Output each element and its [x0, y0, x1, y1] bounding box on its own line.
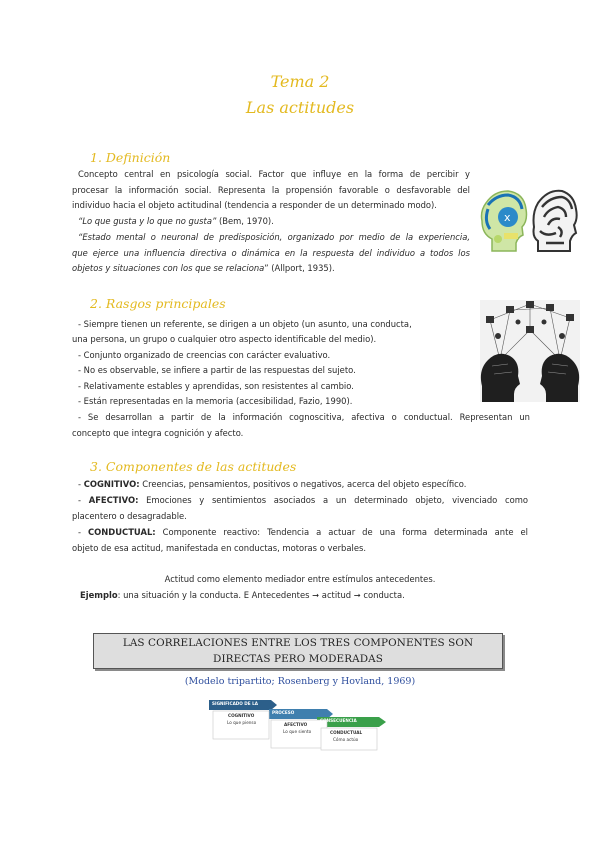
banner-line: LAS CORRELACIONES ENTRE LOS TRES COMPONENTES SON	[122, 637, 474, 649]
quote-text: objetos y situaciones con los que se relaciona	[72, 263, 265, 274]
component-label: AFECTIVO:	[88, 495, 139, 505]
example-label: Ejemplo	[80, 590, 118, 600]
list-item: - Están representadas en la memoria (accesibilidad, Fazio, 1990).	[78, 396, 353, 406]
network-heads-image	[480, 300, 580, 402]
diagram-box-title: CONDUCTUAL	[330, 730, 363, 735]
page-title: Tema 2	[270, 72, 330, 91]
diagram-header: CONSECUENCIA	[320, 718, 357, 723]
section-heading-definicion: 1. Definición	[90, 150, 171, 165]
text-line: individuo hacia el objeto actitudinal (tendencia a responder de un determinado modo).	[72, 200, 437, 211]
component-conductual: - CONDUCTUAL: Componente reactivo: Tendencia a actuar de una forma determinada ante el objeto de esa actitud, manifestada en conductas, motoras o verbales.	[72, 525, 528, 556]
quote-text: “Estado mental o neuronal de predisposición, organizado por medio de la experiencia,	[78, 232, 470, 242]
example-body: : una situación y la conducta. E Antecedentes ➞ actitud ➞ conducta.	[117, 590, 405, 600]
quote-ref: (Bem, 1970).	[216, 216, 274, 226]
quote-bem	[78, 214, 274, 230]
list-item: - No es observable, se infiere a partir de las respuestas del sujeto.	[78, 365, 356, 375]
list-item: - Siempre tienen un referente, se dirigen a un objeto (un asunto, una conducta,	[78, 319, 412, 329]
text-line: concepto que integra cognición y afecto.	[72, 427, 244, 438]
list-item: - Relativamente estables y aprendidas, son resistentes al cambio.	[78, 381, 354, 391]
list-item: una persona, un grupo o cualquier otro aspecto identificable del medio).	[72, 334, 377, 344]
diagram-header: PROCESO	[272, 710, 295, 715]
component-label: COGNITIVO:	[83, 479, 140, 489]
thinking-head-icon	[478, 187, 530, 253]
definition-paragraph	[72, 167, 470, 214]
diagram-box-sub: Lo que pienso	[227, 720, 257, 725]
diagram-box-sub: Cómo actúo	[333, 737, 359, 742]
diagram-box-title: COGNITIVO	[228, 713, 255, 718]
example-text	[80, 588, 405, 604]
component-text: objeto de esa actitud, manifestada en conductas, motoras o verbales.	[72, 542, 367, 553]
component-label: CONDUCTUAL:	[88, 527, 156, 537]
component-afectivo: - AFECTIVO: Emociones y sentimientos asociados a un determinado objeto, vivenciado como placentero o desagradable.	[72, 493, 528, 524]
maze-head-icon	[530, 187, 578, 253]
text-line: - Se desarrollan a partir de la información cognoscitiva, afectiva o conductual. Representan un	[78, 412, 530, 422]
mediator-text: Actitud como elemento mediador entre estímulos antecedentes.	[164, 574, 436, 584]
section-heading-rasgos: 2. Rasgos principales	[90, 296, 226, 311]
quote-ref: ” (Allport, 1935).	[264, 263, 335, 274]
diagram-header: SIGNIFICADO DE LA	[212, 701, 259, 706]
banner-line: DIRECTAS PERO MODERADAS	[213, 653, 383, 665]
text-line: procesar la información social. Representa la propensión favorable o desfavorable del	[72, 184, 470, 195]
component-cognitivo: - COGNITIVO: Creencias, pensamientos, positivos o negativos, acerca del objeto específico.	[78, 479, 467, 489]
quote-text: “Lo que gusta y lo que no gusta”	[78, 216, 217, 226]
diagram-box-sub: Lo que siento	[283, 729, 312, 734]
correlation-banner	[93, 633, 503, 669]
quote-allport	[72, 230, 470, 277]
component-text: Componente reactivo: Tendencia a actuar de una forma determinada ante el	[155, 527, 528, 537]
list-item	[72, 410, 530, 441]
text-line: Concepto central en psicología social. Factor que influye en la forma de percibir y	[78, 169, 470, 179]
page-subtitle: Las actitudes	[245, 98, 355, 117]
section-heading-componentes: 3. Componentes de las actitudes	[90, 459, 297, 474]
diagram-box-title: AFECTIVO	[284, 722, 308, 727]
component-text: placentero o desagradable.	[72, 510, 187, 521]
component-text: Creencias, pensamientos, positivos o negativos, acerca del objeto específico.	[139, 479, 467, 489]
figure-caption: (Modelo tripartito; Rosenberg y Hovland, 1969)	[184, 676, 416, 687]
list-item: - Conjunto organizado de creencias con carácter evaluativo.	[78, 350, 331, 360]
quote-text: que ejerce una influencia directiva o dinámica en la respuesta del individuo a todos los	[72, 247, 470, 258]
component-text: Emociones y sentimientos asociados a un determinado objeto, vivenciado como	[138, 495, 529, 505]
svg-text:x: x	[504, 211, 511, 224]
